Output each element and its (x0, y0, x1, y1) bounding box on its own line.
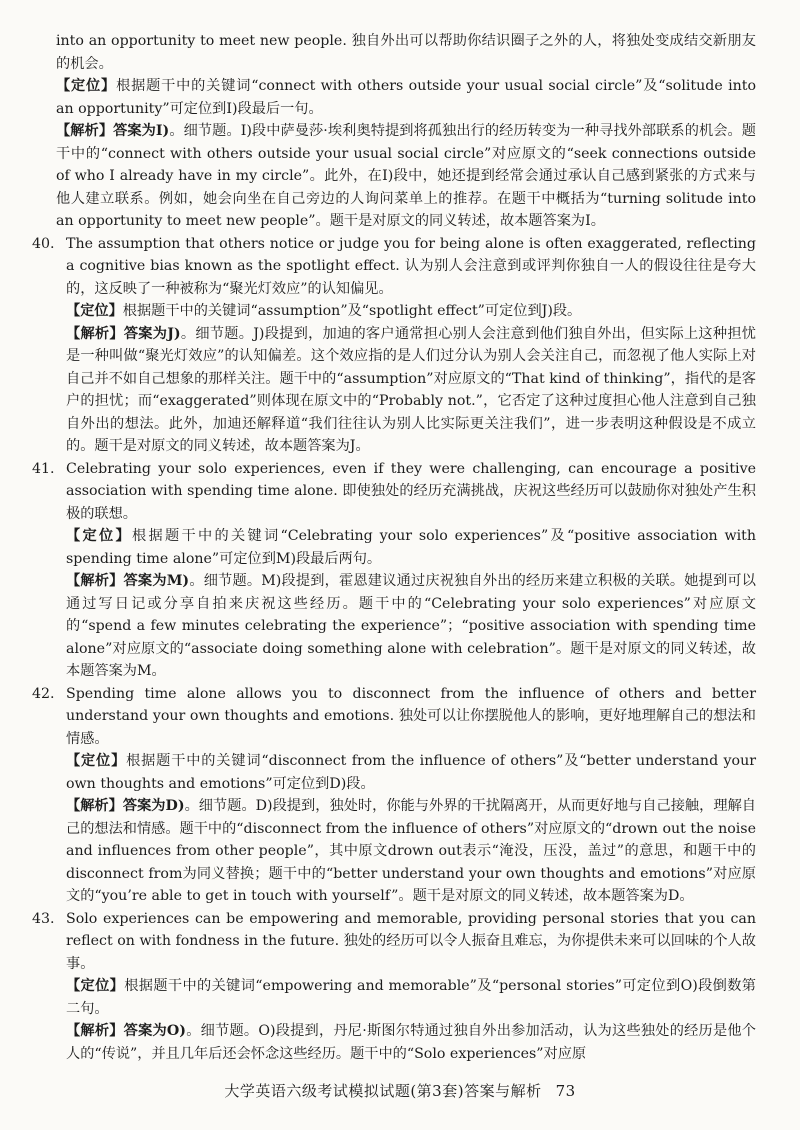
analysis-tag: 【解析】 (56, 123, 114, 139)
analysis-tag: 【解析】 (66, 1023, 124, 1039)
analysis-paragraph (66, 795, 756, 908)
answer-text: 答案为I) (113, 123, 170, 139)
answer-text: 答案为M) (123, 573, 190, 589)
locate-tag: 【定位】 (66, 753, 127, 769)
question-stem: The assumption that others notice or judge you for being alone is often exaggerated, reflecting a cognitive bias known as the spotlight effect. 认为别人会注意到或评判你独自一人的假设往往是夸大的，这反映了一种被称为“聚光灯效应”的认知偏见。 (66, 235, 756, 297)
analysis-text: 。细节题。J)段提到，加迪的客户通常担心别人会注意到他们独自外出，但实际上这种担忧是一种叫做“聚光灯效应”的认知偏差。这个效应指的是人们过分认为别人会关注自己，而忽视了他人实际上对自己并不如自己想象的那样关注。题干中的“assumption”对应原文的“That kind of thinking”，指代的是客户的担忧；而“exaggerated”则体现在原文中的“Probably not.”，它否定了这种过度担心他人注意到自己独自外出的想法。此外，加迪还解释道“我们往往认为别人比实际更关注我们”，进一步表明这种假设是不成立的。题干是对原文的同义转述，故本题答案为J。 (66, 325, 756, 454)
locate-paragraph (66, 750, 756, 795)
question-stem: Spending time alone allows you to disconnect from the influence of others and better understand your own thoughts and emotions. 独处可以让你摆脱他人的影响，更好地理解自己的想法和情感。 (66, 685, 756, 747)
analysis-text: 。细节题。I)段中萨曼莎·埃利奥特提到将孤独出行的经历转变为一种寻找外部联系的机会。题干中的“connect with others outside your usual social circle”对应原文的“seek connections outside of who I already have in my circle”。此外，在I)段中，她还提到经常会通过承认自己感到紧张的方式来与他人建立联系。例如，她会向坐在自己旁边的人询问菜单上的推荐。在题干中概括为“turning solitude into an opportunity to meet new people”。题干是对原文的同义转述，故本题答案为I。 (56, 123, 756, 229)
analysis-tag: 【解析】 (66, 573, 124, 589)
question-42 (32, 683, 756, 908)
locate-paragraph (56, 75, 756, 120)
analysis-paragraph (66, 570, 756, 683)
question-40 (32, 233, 756, 458)
analysis-text: 。细节题。O)段提到，丹尼·斯图尔特通过独自外出参加活动，认为这些独处的经历是他个人的“传说”，并且几年后还会怀念这些经历。题干中的“Solo experiences”对应原 (66, 1023, 756, 1062)
locate-text: 根据题干中的关键词“Celebrating your solo experiences”及“positive association with spending time alone”可定位到M)段最后两句。 (66, 528, 756, 567)
locate-paragraph (66, 975, 756, 1020)
page-number: 73 (555, 1082, 576, 1100)
answer-text: 答案为J) (123, 325, 181, 342)
locate-text: 根据题干中的关键词“empowering and memorable”及“personal stories”可定位到O)段倒数第二句。 (66, 978, 756, 1017)
question-number: 40. (32, 235, 55, 252)
question-stem: Celebrating your solo experiences, even if they were challenging, can encourage a positive association with spending time alone. 即使独处的经历充满挑战，庆祝这些经历可以鼓励你对独处产生积极的联想。 (66, 460, 756, 522)
locate-text: 根据题干中的关键词“disconnect from the influence of others”及“better understand your own thoughts and emotions”可定位到D)段。 (66, 753, 756, 792)
stem-continuation: into an opportunity to meet new people. 独自外出可以帮助你结识圈子之外的人，将独处变成结交新朋友的机会。 (56, 33, 756, 72)
analysis-paragraph (66, 1020, 756, 1065)
footer-title: 大学英语六级考试模拟试题(第3套)答案与解析 (224, 1082, 542, 1100)
analysis-tag: 【解析】 (66, 798, 123, 814)
question-number: 42. (32, 685, 55, 702)
analysis-tag: 【解析】 (66, 325, 124, 342)
question-number: 43. (32, 910, 55, 927)
analysis-paragraph (56, 120, 756, 233)
question-41 (32, 458, 756, 683)
page-footer (0, 1080, 800, 1101)
question-stem: Solo experiences can be empowering and memorable, providing personal stories that you can reflect on with fondness in the future. 独处的经历可以令人振奋且难忘，为你提供未来可以回味的个人故事。 (66, 910, 756, 972)
analysis-paragraph (66, 323, 756, 458)
intro-block (56, 30, 756, 233)
locate-tag: 【定位】 (56, 78, 117, 94)
locate-paragraph (66, 525, 756, 570)
locate-text: 根据题干中的关键词“connect with others outside your usual social circle”及“solitude into an opportunity”可定位到I)段最后一句。 (56, 78, 756, 117)
question-43 (32, 908, 756, 1066)
locate-tag: 【定位】 (66, 528, 133, 544)
locate-text: 根据题干中的关键词“assumption”及“spotlight effect”可定位到J)段。 (122, 303, 582, 319)
answer-text: 答案为D) (122, 798, 185, 814)
locate-tag: 【定位】 (66, 978, 125, 994)
analysis-text: 。细节题。D)段提到，独处时，你能与外界的干扰隔离开，从而更好地与自己接触，理解自己的想法和情感。题干中的“disconnect from the influence of others”对应原文的“drown out the noise and influences from other people”，其中原文drown out表示“淹没，压没，盖过”的意思，和题干中的disconnect from为同义替换；题干中的“better understand your own thoughts and emotions”对应原文的“you’re able to get in touch with yourself”。题干是对原文的同义转述，故本题答案为D。 (66, 798, 756, 904)
question-number: 41. (32, 460, 55, 477)
analysis-text: 。细节题。M)段提到，霍恩建议通过庆祝独自外出的经历来建立积极的关联。她提到可以通过写日记或分享自拍来庆祝这些经历。题干中的“Celebrating your solo experiences”对应原文的“spend a few minutes celebrating the experience”；“positive association with spending time alone”对应原文的“associate doing something alone with celebration”。题干是对原文的同义转述，故本题答案为M。 (66, 573, 756, 679)
locate-tag: 【定位】 (66, 303, 123, 319)
locate-paragraph (66, 300, 756, 323)
answer-text: 答案为O) (123, 1023, 186, 1039)
